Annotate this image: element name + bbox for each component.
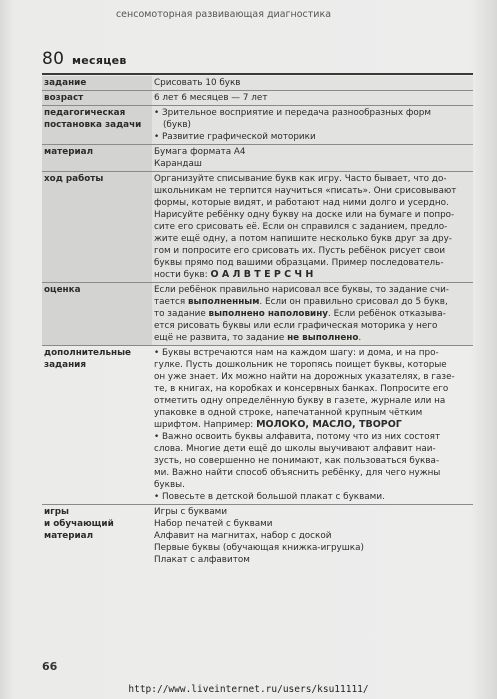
label-games [42,505,152,568]
additional-line: • Буквы встречаются нам на каждом шагу: и дома, и на про- [154,348,439,358]
evaluation-text: ещё не развита, то задание [154,333,288,343]
additional-line: слова. Многие дети ещё до школы выучивают алфавит наи- [154,444,436,454]
label-games-line1: игры [44,507,70,517]
label-pedagogical-line2: постановка задачи [44,120,142,130]
evaluation-line [154,296,471,308]
procedure-line: Нарисуйте ребёнку одну букву на доске или на бумаге и попро- [154,210,455,220]
procedure-letters-line [154,269,471,281]
label-pedagogical-line1: педагогическая [44,108,126,118]
row-additional [42,346,473,505]
label-pedagogical [42,106,152,145]
evaluation-text: тается [154,297,188,307]
additional-line: те, в книгах, на коробках и консервных банках. Попросите его [154,384,449,394]
grade-half: выполнено наполовину [208,309,329,319]
additional-line: зусть, но совершенно не понимают, как пользоваться буква- [154,456,440,466]
row-games [42,505,473,568]
label-material: материал [42,145,152,172]
pedagogical-bullet-1: • Зрительное восприятие и передача разнообразных форм [154,108,432,118]
additional-text: шрифтом. Например: [154,420,257,430]
title-rule [42,73,473,75]
additional-line: ми. Важно найти способ объяснить ребёнку, для чего нужны [154,468,441,478]
procedure-line: сите его срисовать её. Если он справился с заданием, предло- [154,222,448,232]
material-line-2: Карандаш [154,159,202,169]
additional-line: буквы. [154,480,185,490]
games-item: Алфавит на магнитах, набор с доской [154,531,332,541]
value-age: 6 лет 6 месяцев — 7 лет [152,91,473,106]
value-procedure [152,172,473,283]
row-material [42,145,473,172]
procedure-letters-prefix: ности букв: [154,270,211,280]
label-task: задание [42,76,152,91]
additional-line: • Повесьте в детской большой плакат с буквами. [154,492,385,502]
label-games-line3: материал [44,531,94,541]
games-item: Плакат с алфавитом [154,555,250,565]
running-title: сенсомоторная развивающая диагностика [115,9,332,20]
grade-not-completed: не выполнено [287,333,359,343]
value-pedagogical [152,106,473,145]
value-evaluation [152,283,473,346]
value-task: Срисовать 10 букв [152,76,473,91]
pedagogical-bullet-2: • Развитие графической моторики [154,132,316,142]
pedagogical-bullet-1-cont: (букв) [163,120,191,130]
games-item: Игры с буквами [154,507,228,517]
procedure-line: формы, которые видят, и работают над ними долго и усердно. [154,198,449,208]
evaluation-line: ется рисовать буквы или если графическая моторика у него [154,321,438,331]
additional-line [154,419,471,431]
label-age: возраст [42,91,152,106]
evaluation-line: Если ребёнок правильно нарисовал все буквы, то задание счи- [154,285,449,295]
value-games [152,505,473,568]
evaluation-text: . Если он правильно срисовал до 5 букв, [259,297,448,307]
source-url: http://www.liveinternet.ru/users/ksu11111/ [128,684,369,695]
row-pedagogical [42,106,473,145]
additional-line: он уже знает. Их можно найти на дорожных указателях, в газе- [154,372,455,382]
procedure-line: буквы прямо под вашими образцами. Пример последователь- [154,258,444,268]
running-header [0,9,497,20]
label-procedure: ход работы [42,172,152,283]
letter-sequence: О А Л В Т Е Р С Ч Н [210,269,314,280]
label-additional-line1: дополнительные [44,348,132,358]
value-additional [152,346,473,505]
material-line-1: Бумага формата А4 [154,147,246,157]
procedure-line: Организуйте списывание букв как игру. Часто бывает, что до- [154,174,447,184]
evaluation-line [154,332,471,344]
additional-line: • Важно освоить буквы алфавита, потому что из них состоят [154,432,441,442]
value-material [152,145,473,172]
evaluation-text: . Если ребёнок отказыва- [328,309,446,319]
evaluation-text: . [358,333,362,343]
label-additional-line2: задания [44,360,86,370]
additional-line: гулке. Пусть дошкольник не торопясь поищет буквы, которые [154,360,447,370]
section-title [42,49,127,69]
age-unit: месяцев [71,54,127,67]
label-evaluation: оценка [42,283,152,346]
games-item: Набор печатей с буквами [154,519,273,529]
label-additional [42,346,152,505]
task-table [42,76,473,567]
page-number: 66 [42,660,58,673]
label-games-line2: и обучающий [44,519,114,529]
procedure-line: жите ещё одну, а потом напишите несколько букв друг за дру- [154,234,452,244]
row-evaluation [42,283,473,346]
evaluation-text: то задание [154,309,209,319]
grade-completed: выполненным [187,297,260,307]
additional-line: упаковке в одной строке, напечатанной крупным чётким [154,408,423,418]
games-item: Первые буквы (обучающая книжка-игрушка) [154,543,364,553]
procedure-line: гом и попросите его срисовать их. Пусть ребёнок рисует свои [154,246,446,256]
age-number: 80 [42,49,65,69]
evaluation-line [154,308,471,320]
row-task [42,76,473,91]
row-procedure [42,172,473,283]
procedure-line: школьникам не терпится научиться «писать». Они срисовывают [154,186,457,196]
example-words: МОЛОКО, МАСЛО, ТВОРОГ [256,419,402,430]
row-age [42,91,473,106]
additional-line: отметить одну определённую букву в газете, журнале или на [154,396,446,406]
